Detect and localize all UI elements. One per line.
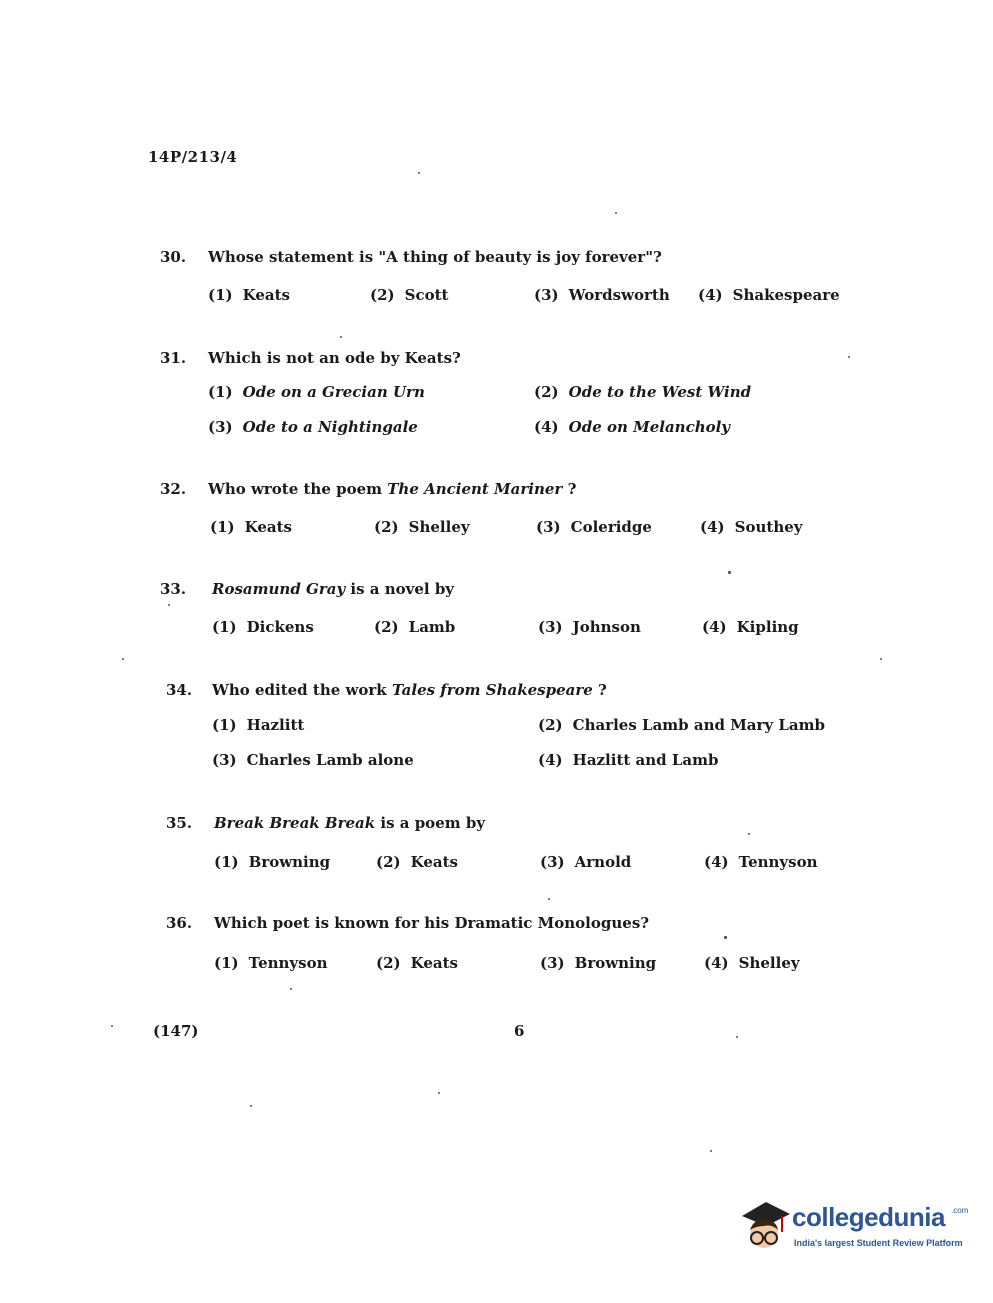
question-number: 30. (160, 248, 187, 266)
option-2: (2) Keats (376, 954, 458, 972)
scan-speck (438, 1092, 440, 1094)
question-32 (160, 480, 860, 540)
question-31 (160, 349, 860, 440)
question-30 (160, 248, 860, 308)
option-4: (4) Kipling (702, 618, 799, 636)
question-number: 36. (166, 914, 193, 932)
scan-speck (736, 1036, 738, 1038)
option-4: (4) Tennyson (704, 853, 818, 871)
question-33 (160, 580, 860, 640)
option-3: (3) Ode to a Nightingale (208, 418, 418, 436)
scan-speck (340, 336, 342, 338)
option-4: (4) Southey (700, 518, 803, 536)
scan-speck (111, 1025, 113, 1027)
scan-speck (418, 172, 420, 174)
scan-speck (548, 898, 550, 900)
question-number: 34. (166, 681, 193, 699)
scan-speck (168, 604, 170, 606)
option-3: (3) Wordsworth (534, 286, 670, 304)
option-2: (2) Ode to the West Wind (534, 383, 752, 401)
question-number: 35. (166, 814, 193, 832)
scan-speck (122, 658, 124, 660)
option-3: (3) Browning (540, 954, 657, 972)
option-1: (1) Browning (214, 853, 331, 871)
option-2: (2) Shelley (374, 518, 470, 536)
scan-speck (880, 658, 882, 660)
scan-speck (250, 1105, 252, 1107)
question-35 (160, 814, 860, 875)
question-number: 32. (160, 480, 187, 498)
option-1: (1) Keats (208, 286, 290, 304)
brand-tagline: India's largest Student Review Platform (794, 1238, 963, 1248)
scan-speck (710, 1150, 712, 1152)
scan-speck (615, 212, 617, 214)
mascot-logo-icon (736, 1196, 792, 1256)
collegedunia-watermark (736, 1196, 969, 1256)
option-1: (1) Dickens (212, 618, 314, 636)
option-2: (2) Charles Lamb and Mary Lamb (538, 716, 825, 734)
brand-domain: .com (951, 1206, 969, 1215)
page-number: 6 (514, 1022, 525, 1040)
scan-speck (290, 988, 292, 990)
option-4: (4) Shakespeare (698, 286, 840, 304)
scan-speck (724, 936, 727, 939)
option-3: (3) Coleridge (536, 518, 652, 536)
question-text: Who edited the work Tales from Shakespeare ? (212, 681, 607, 699)
option-1: (1) Ode on a Grecian Urn (208, 383, 425, 401)
option-1: (1) Tennyson (214, 954, 328, 972)
question-34 (160, 681, 860, 773)
question-text: Which poet is known for his Dramatic Monologues? (214, 914, 650, 932)
question-text: Who wrote the poem The Ancient Mariner ? (208, 480, 577, 498)
question-text: Whose statement is "A thing of beauty is joy forever"? (208, 248, 662, 266)
option-2: (2) Scott (370, 286, 449, 304)
question-text: Break Break Break is a poem by (214, 814, 486, 832)
question-number: 31. (160, 349, 187, 367)
question-text: Rosamund Gray is a novel by (212, 580, 455, 598)
scan-speck (748, 833, 750, 835)
option-4: (4) Shelley (704, 954, 800, 972)
scan-speck (848, 356, 850, 358)
scan-speck (728, 571, 731, 574)
question-text: Which is not an ode by Keats? (208, 349, 461, 367)
option-4: (4) Hazlitt and Lamb (538, 751, 719, 769)
question-36 (160, 914, 860, 976)
option-1: (1) Keats (210, 518, 292, 536)
option-2: (2) Keats (376, 853, 458, 871)
option-1: (1) Hazlitt (212, 716, 305, 734)
booklet-code: (147) (153, 1022, 199, 1040)
option-3: (3) Johnson (538, 618, 641, 636)
option-3: (3) Charles Lamb alone (212, 751, 414, 769)
brand-name: collegedunia (792, 1202, 945, 1232)
option-2: (2) Lamb (374, 618, 456, 636)
question-number: 33. (160, 580, 187, 598)
option-3: (3) Arnold (540, 853, 632, 871)
paper-code: 14P/213/4 (148, 148, 238, 166)
option-4: (4) Ode on Melancholy (534, 418, 731, 436)
